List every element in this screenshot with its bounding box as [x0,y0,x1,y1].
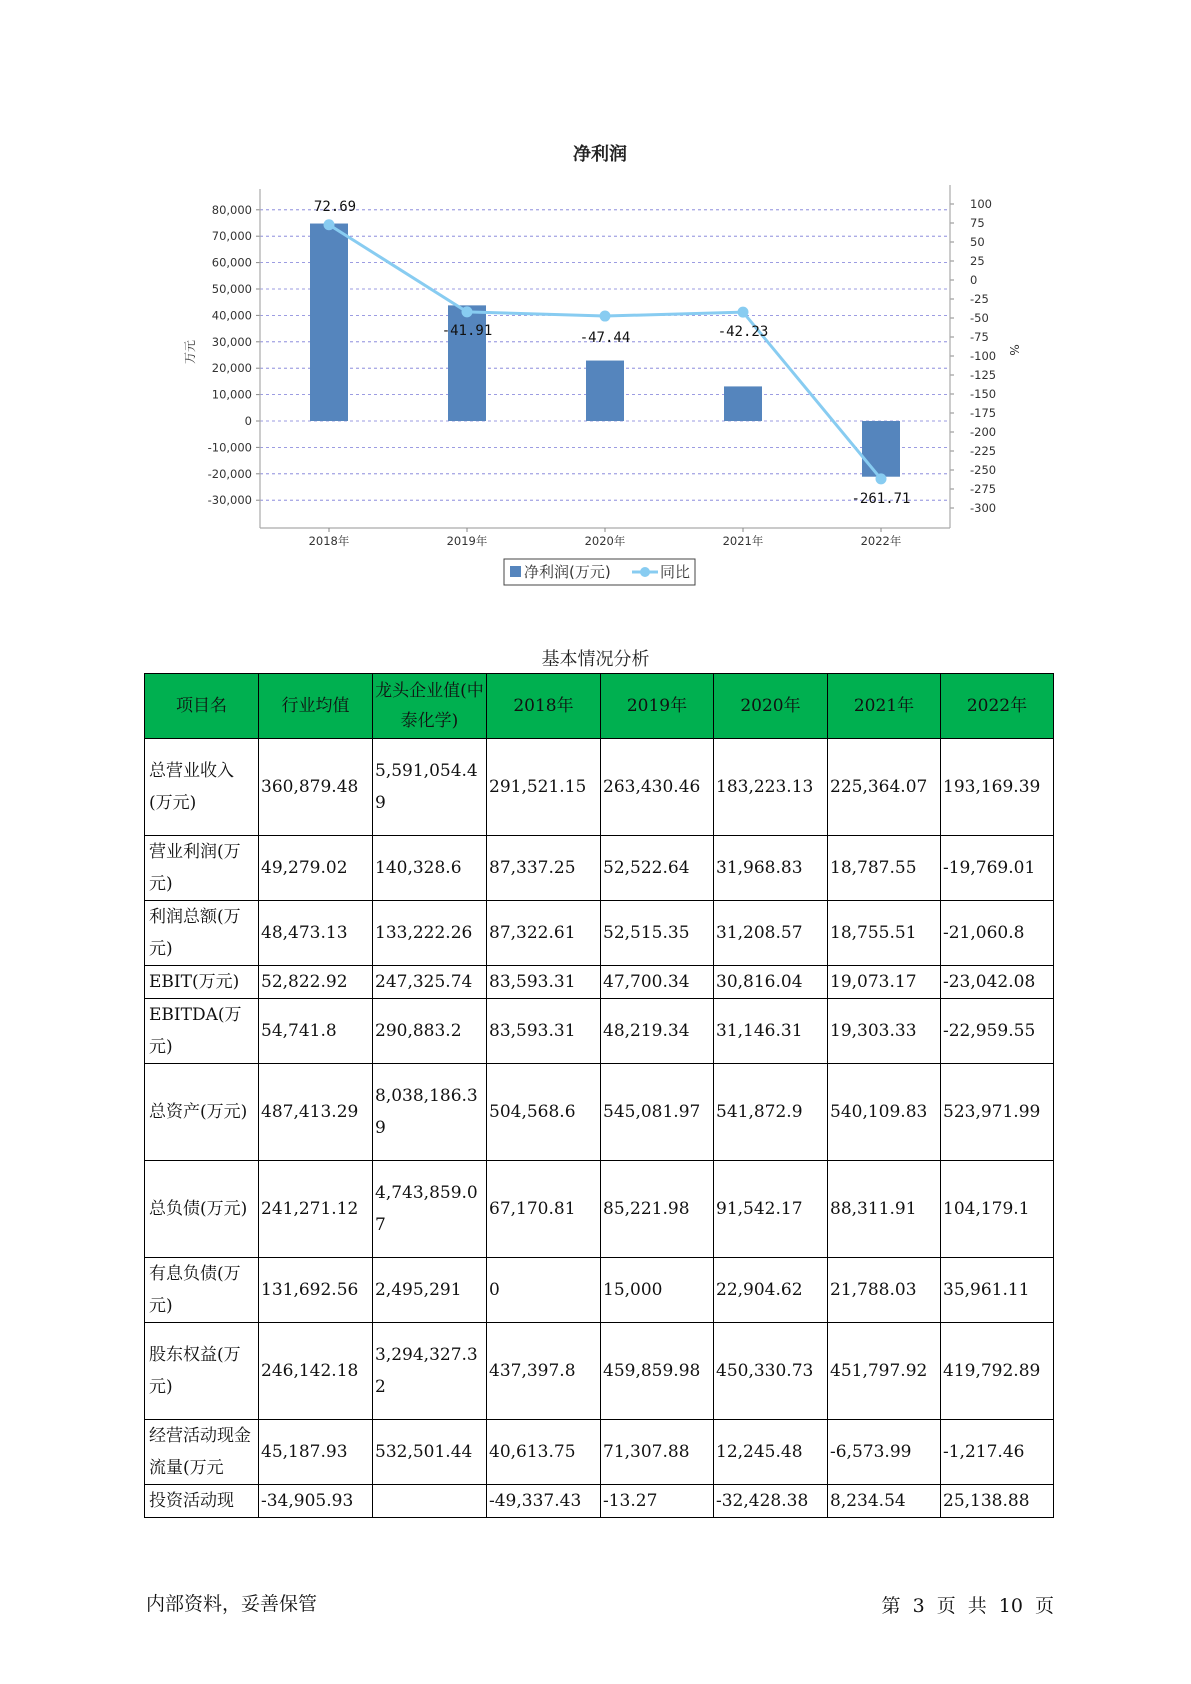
table-cell: -49,337.43 [487,1485,601,1518]
table-cell: 19,303.33 [828,999,941,1064]
footer-confidential-note: 内部资料，妥善保管 [146,1593,318,1615]
header-cell: 2022年 [941,674,1054,739]
right-axis-tick-label: 75 [970,216,985,230]
table-cell: 40,613.75 [487,1420,601,1485]
header-cell: 2021年 [828,674,941,739]
x-axis-tick-label: 2022年 [860,534,902,548]
table-cell: 12,245.48 [714,1420,828,1485]
left-axis-tick-label: 70,000 [211,229,252,244]
right-axis-tick-label: -250 [970,463,997,477]
table-cell: 88,311.91 [828,1161,941,1258]
net-profit-chart [0,0,1191,600]
table-cell: 22,904.62 [714,1258,828,1323]
table-cell: -34,905.93 [259,1485,373,1518]
table-cell: 49,279.02 [259,836,373,901]
row-label: 利润总额(万元) [145,901,259,966]
table-cell: 246,142.18 [259,1323,373,1420]
table-cell: -22,959.55 [941,999,1054,1064]
right-axis-tick-label: 100 [970,197,992,211]
table-cell: 540,109.83 [828,1064,941,1161]
table-row [145,999,1054,1064]
yoy-point [600,311,611,322]
table-cell: -6,573.99 [828,1420,941,1485]
table-cell: 290,883.2 [373,999,487,1064]
right-axis-tick-label: -50 [970,311,989,325]
table-cell: 54,741.8 [259,999,373,1064]
table-cell: 504,568.6 [487,1064,601,1161]
table-cell: 104,179.1 [941,1161,1054,1258]
left-axis-tick-label: 0 [244,414,252,428]
chart-yoy-line [324,219,887,484]
left-axis-tick-label: 20,000 [211,361,252,376]
table-cell: 47,700.34 [601,966,714,999]
yoy-point [738,307,749,318]
table-cell: 67,170.81 [487,1161,601,1258]
table-cell: 532,501.44 [373,1420,487,1485]
table-cell: 15,000 [601,1258,714,1323]
x-axis-tick-label: 2018年 [308,534,350,548]
row-label: 总负债(万元) [145,1161,259,1258]
row-label: 经营活动现金流量(万元 [145,1420,259,1485]
table-cell: 21,788.03 [828,1258,941,1323]
chart-title: 净利润 [573,144,627,165]
table-cell: 71,307.88 [601,1420,714,1485]
table-cell: 48,219.34 [601,999,714,1064]
table-cell: 183,223.13 [714,739,828,836]
table-row [145,836,1054,901]
yoy-data-label: -41.91 [441,322,493,339]
x-axis-tick-label: 2021年 [722,534,764,548]
table-cell: 291,521.15 [487,739,601,836]
table-cell: 451,797.92 [828,1323,941,1420]
yoy-data-label: -42.23 [717,324,769,341]
table-cell: 437,397.8 [487,1323,601,1420]
table-cell: 131,692.56 [259,1258,373,1323]
table-cell: 193,169.39 [941,739,1054,836]
table-cell: 225,364.07 [828,739,941,836]
row-label: 有息负债(万元) [145,1258,259,1323]
table-cell: 52,515.35 [601,901,714,966]
left-axis-tick-label: 30,000 [211,334,252,349]
right-axis-tick-label: 50 [970,235,985,249]
row-label: 总营业收入(万元) [145,739,259,836]
net-profit-bar [724,386,762,421]
header-cell: 项目名 [145,674,259,739]
basic-analysis-table [144,673,1054,1518]
table-cell: 263,430.46 [601,739,714,836]
yoy-data-label: -47.44 [579,330,631,347]
table-row [145,1258,1054,1323]
yoy-data-label: 72.69 [313,198,357,215]
left-axis-tick-label: -10,000 [207,440,252,455]
table-cell: 545,081.97 [601,1064,714,1161]
table-cell: 45,187.93 [259,1420,373,1485]
row-label: 总资产(万元) [145,1064,259,1161]
table-cell: 360,879.48 [259,739,373,836]
right-axis-tick-label: -100 [970,349,997,363]
x-axis-tick-label: 2019年 [446,534,488,548]
table-cell: 91,542.17 [714,1161,828,1258]
table-cell: 48,473.13 [259,901,373,966]
table-cell: 4,743,859.07 [373,1161,487,1258]
right-axis-tick-label: -275 [970,482,997,496]
table-cell [373,1485,487,1518]
table-cell: 523,971.99 [941,1064,1054,1161]
table-cell: 487,413.29 [259,1064,373,1161]
left-axis-tick-label: 50,000 [211,282,252,296]
table-row [145,901,1054,966]
table-cell: 450,330.73 [714,1323,828,1420]
table-cell: 83,593.31 [487,999,601,1064]
table-cell: 241,271.12 [259,1161,373,1258]
table-row [145,1064,1054,1161]
table-cell: 8,038,186.39 [373,1064,487,1161]
left-axis-tick-label: -20,000 [207,466,252,481]
table-cell: 459,859.98 [601,1323,714,1420]
table-cell: 2,495,291 [373,1258,487,1323]
table-row [145,1485,1054,1518]
table-caption: 基本情况分析 [541,649,650,670]
table-cell: 247,325.74 [373,966,487,999]
table-row [145,966,1054,999]
right-axis-tick-label: 0 [970,273,978,287]
table-cell: 5,591,054.49 [373,739,487,836]
yoy-point [462,306,473,317]
table-cell: 140,328.6 [373,836,487,901]
left-axis-tick-label: 40,000 [211,308,252,323]
right-axis-tick-label: -200 [970,425,997,439]
table-cell: 3,294,327.32 [373,1323,487,1420]
table-cell: 87,337.25 [487,836,601,901]
table-row [145,1323,1054,1420]
table-row [145,739,1054,836]
table-cell: 83,593.31 [487,966,601,999]
table-cell: -1,217.46 [941,1420,1054,1485]
net-profit-bar [862,421,900,477]
yoy-point [324,219,335,230]
table-cell: 52,822.92 [259,966,373,999]
chart-legend [504,559,695,585]
right-axis-tick-label: -225 [970,444,997,458]
table-header-row [145,674,1054,739]
table-cell: 31,968.83 [714,836,828,901]
row-label: EBITDA(万元) [145,999,259,1064]
net-profit-bar [586,361,624,421]
right-axis-tick-label: -150 [970,387,997,401]
row-label: EBIT(万元) [145,966,259,999]
table-cell: 25,138.88 [941,1485,1054,1518]
table-cell: -32,428.38 [714,1485,828,1518]
table-cell: -21,060.8 [941,901,1054,966]
table-cell: -23,042.08 [941,966,1054,999]
left-axis-tick-label: 10,000 [211,387,252,402]
table-cell: -19,769.01 [941,836,1054,901]
table-cell: -13.27 [601,1485,714,1518]
table-cell: 18,755.51 [828,901,941,966]
table-cell: 541,872.9 [714,1064,828,1161]
left-axis-tick-label: -30,000 [207,493,252,508]
footer-page-number: 第 3 页 共 10 页 [881,1595,1054,1617]
table-cell: 133,222.26 [373,901,487,966]
left-axis-tick-label: 60,000 [211,255,252,270]
right-axis-tick-label: -25 [970,292,989,306]
net-profit-bar [310,224,348,421]
right-axis-tick-label: -175 [970,406,997,420]
table-cell: 52,522.64 [601,836,714,901]
row-label: 投资活动现 [145,1485,259,1518]
left-axis-title: 万元 [183,339,197,365]
table-cell: 30,816.04 [714,966,828,999]
chart-bars [310,224,900,477]
right-axis-tick-label: -300 [970,501,997,515]
header-cell: 龙头企业值(中泰化学) [373,674,487,739]
row-label: 股东权益(万元) [145,1323,259,1420]
header-cell: 2019年 [601,674,714,739]
chart-gridlines [260,210,950,500]
table-row [145,1161,1054,1258]
table-cell: 31,208.57 [714,901,828,966]
left-axis-tick-label: 80,000 [211,202,252,217]
right-axis-tick-label: -75 [970,330,989,344]
right-axis-tick-label: 25 [970,254,985,268]
table-cell: 0 [487,1258,601,1323]
legend-bar-swatch [510,566,521,577]
chart-data-labels [314,199,911,507]
right-axis-tick-label: -125 [970,368,997,382]
table-cell: 31,146.31 [714,999,828,1064]
table-cell: 87,322.61 [487,901,601,966]
right-axis-title: % [1007,344,1021,356]
header-cell: 行业均值 [259,674,373,739]
x-axis-tick-label: 2020年 [584,534,626,548]
row-label: 营业利润(万元) [145,836,259,901]
header-cell: 2020年 [714,674,828,739]
header-cell: 2018年 [487,674,601,739]
table-row [145,1420,1054,1485]
table-cell: 19,073.17 [828,966,941,999]
yoy-point [876,473,887,484]
table-cell: 85,221.98 [601,1161,714,1258]
table-cell: 8,234.54 [828,1485,941,1518]
table-cell: 419,792.89 [941,1323,1054,1420]
legend-label-net-profit: 净利润(万元) [524,563,611,581]
yoy-data-label: -261.71 [851,490,911,507]
table-cell: 18,787.55 [828,836,941,901]
legend-label-yoy: 同比 [660,563,691,581]
legend-line-marker [640,567,650,577]
table-cell: 35,961.11 [941,1258,1054,1323]
